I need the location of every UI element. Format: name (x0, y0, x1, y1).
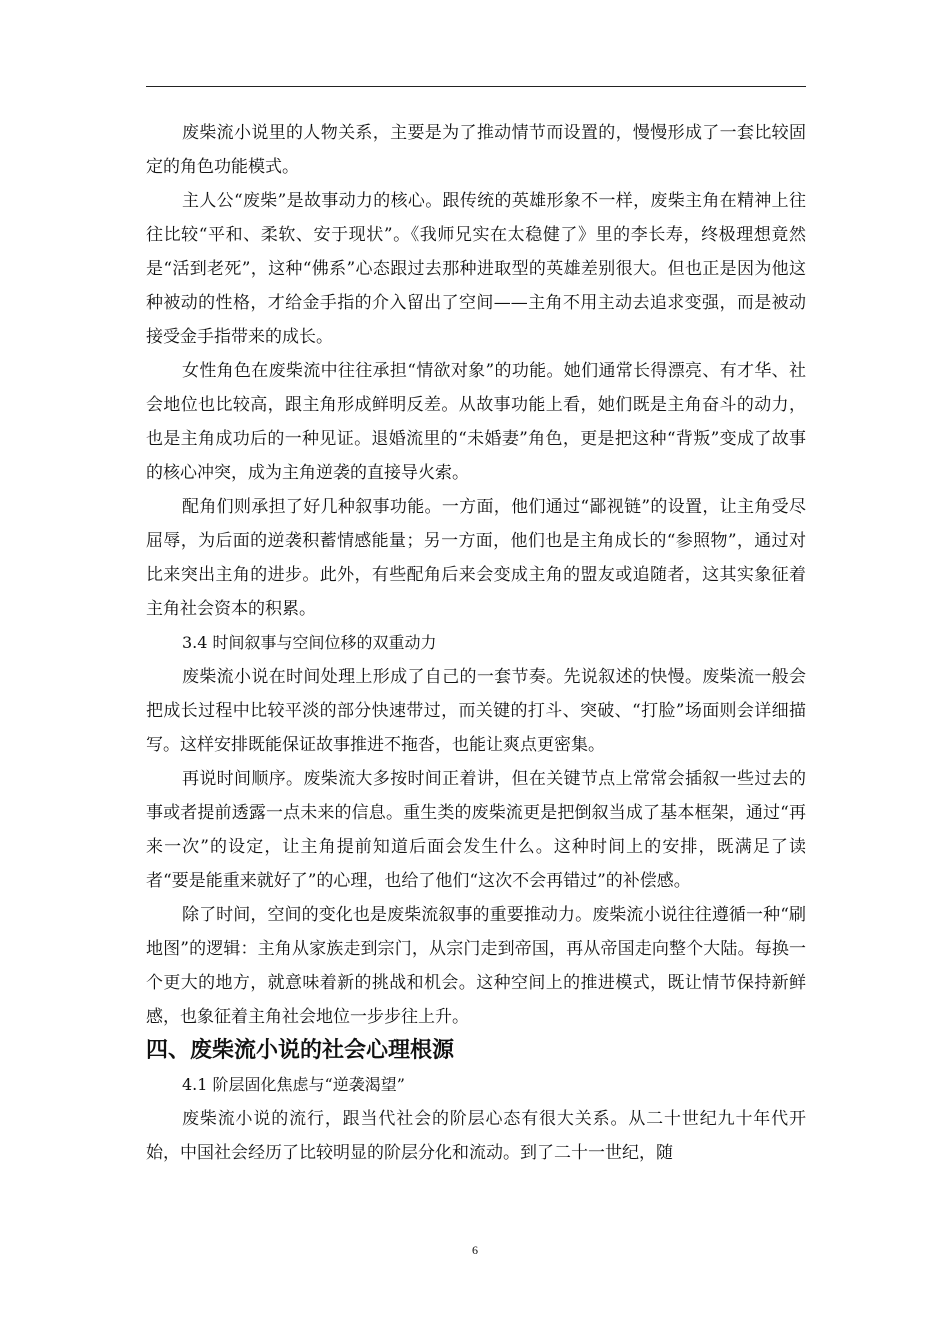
paragraph: 废柴流小说在时间处理上形成了自己的一套节奏。先说叙述的快慢。废柴流一般会把成长过程中比较平淡的部分快速带过，而关键的打斗、突破、“打脸”场面则会详细描写。这样安排既能保证故事推进不拖沓，也能让爽点更密集。 (146, 667, 806, 755)
page-number: 6 (472, 1243, 478, 1257)
section-heading: 四、废柴流小说的社会心理根源 (146, 1038, 455, 1063)
document-body (146, 116, 806, 1170)
paragraph: 废柴流小说的流行，跟当代社会的阶层心态有很大关系。从二十世纪九十年代开始，中国社会经历了比较明显的阶层分化和流动。到了二十一世纪，随 (146, 1109, 806, 1163)
paragraph: 女性角色在废柴流中往往承担“情欲对象”的功能。她们通常长得漂亮、有才华、社会地位也比较高，跟主角形成鲜明反差。从故事功能上看，她们既是主角奋斗的动力，也是主角成功后的一种见证。退婚流里的“未婚妻”角色，更是把这种“背叛”变成了故事的核心冲突，成为主角逆袭的直接导火索。 (146, 361, 806, 483)
subsection-heading: 4.1 阶层固化焦虑与“逆袭渴望” (182, 1075, 405, 1094)
subsection-heading: 3.4 时间叙事与空间位移的双重动力 (182, 633, 437, 652)
paragraph: 废柴流小说里的人物关系，主要是为了推动情节而设置的，慢慢形成了一套比较固定的角色功能模式。 (146, 123, 806, 177)
header-rule (146, 86, 806, 87)
paragraph: 主人公“废柴”是故事动力的核心。跟传统的英雄形象不一样，废柴主角在精神上往往比较“平和、柔软、安于现状”。《我师兄实在太稳健了》里的李长寿，终极理想竟然是“活到老死”，这种“佛系”心态跟过去那种进取型的英雄差别很大。但也正是因为他这种被动的性格，才给金手指的介入留出了空间——主角不用主动去追求变强，而是被动接受金手指带来的成长。 (146, 191, 806, 347)
paragraph: 再说时间顺序。废柴流大多按时间正着讲，但在关键节点上常常会插叙一些过去的事或者提前透露一点未来的信息。重生类的废柴流更是把倒叙当成了基本框架，通过“再来一次”的设定，让主角提前知道后面会发生什么。这种时间上的安排，既满足了读者“要是能重来就好了”的心理，也给了他们“这次不会再错过”的补偿感。 (146, 769, 806, 891)
paragraph: 除了时间，空间的变化也是废柴流叙事的重要推动力。废柴流小说往往遵循一种“刷地图”的逻辑：主角从家族走到宗门，从宗门走到帝国，再从帝国走向整个大陆。每换一个更大的地方，就意味着新的挑战和机会。这种空间上的推进模式，既让情节保持新鲜感，也象征着主角社会地位一步步往上升。 (146, 905, 806, 1027)
paragraph: 配角们则承担了好几种叙事功能。一方面，他们通过“鄙视链”的设置，让主角受尽屈辱，为后面的逆袭积蓄情感能量；另一方面，他们也是主角成长的“参照物”，通过对比来突出主角的进步。此外，有些配角后来会变成主角的盟友或追随者，这其实象征着主角社会资本的积累。 (146, 497, 806, 619)
